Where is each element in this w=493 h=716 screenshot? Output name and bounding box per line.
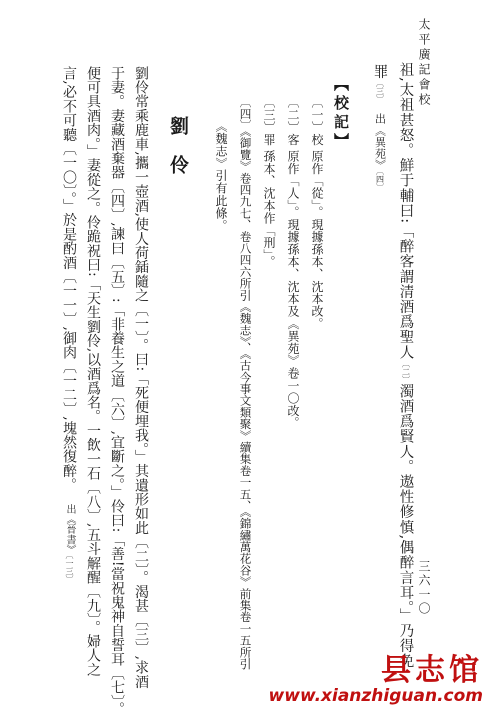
- story-line-3: 便可具酒肉。」妻從之。伶跪祝曰:「天生劉伶,以酒爲名。一飲一石〔八〕,五斗解醒〔九〕。婦人之: [85, 66, 101, 677]
- story-source: 出《晉書》: [64, 503, 75, 555]
- collation-heading: [333, 76, 348, 152]
- main-text-line-2: [372, 64, 387, 191]
- story-line-4-text: 言,必不可聽〔一〇〕。」於是酌酒〔一一〕,御肉〔一二〕,塊然復醉。: [61, 66, 77, 492]
- story-line-2: 于妻。妻藏酒棄器〔四〕,諫曰〔五〕:「非養生之道〔六〕,宜斷之。」伶曰:「善!當祝鬼神自誓耳〔七〕。: [109, 66, 125, 716]
- story-line-1: 劉伶常乘鹿車,攜一壺酒,使人荷鍤隨之〔一〕。曰:「死便埋我。」其遺形如此〔二〕。渴甚〔三〕,求酒: [133, 66, 149, 689]
- collation-heading-text: 校記: [332, 95, 350, 133]
- heading-bracket-open: 【: [332, 76, 350, 95]
- main-text-line-1-part-a: 祖,太祖甚怒。鮮于輔曰:「醉客謂清酒爲聖人: [397, 62, 414, 360]
- collation-note-3: 〔三〕罪 孫本、沈本作「刑」。: [262, 96, 276, 268]
- source-citation: 出《異苑》: [373, 113, 387, 172]
- main-text-word: 罪: [371, 64, 388, 80]
- footnote-marker: 〔四〕: [375, 171, 385, 192]
- page-number: 三六一〇: [417, 560, 431, 616]
- collation-note-1: 〔一〕校 原作「從」。現據孫本、沈本改。: [310, 96, 324, 330]
- book-title: 太平廣記會校: [417, 18, 431, 108]
- collation-note-2: 〔二〕客 原作「人」。現據孫本、沈本及《異苑》卷一〇改。: [286, 96, 300, 430]
- story-line-4: [62, 66, 76, 583]
- collation-note-5: 《魏志》引有此條。: [214, 120, 228, 232]
- watermark-title: 县志馆: [381, 652, 483, 688]
- footnote-marker: 〔一三〕: [65, 554, 74, 583]
- heading-bracket-close: 】: [332, 133, 350, 152]
- footnote-marker: 〔二〕: [401, 359, 411, 384]
- main-text-line-1-part-b: 濁酒爲賢人。遨性修慎,偶醉言耳。」乃得免: [397, 383, 414, 669]
- watermark-url: www.xianzhiguan.com: [268, 685, 483, 706]
- watermark: [268, 652, 483, 706]
- footnote-marker: 〔三〕: [375, 79, 385, 104]
- main-text-line-1: [398, 62, 413, 668]
- story-title: 劉伶: [167, 116, 189, 194]
- collation-note-4: 〔四〕《御覽》卷四九七、卷八四六所引《魏志》、《古今事文類聚》續集卷一五、《錦繡萬花谷》前集卷一五所引: [238, 96, 253, 670]
